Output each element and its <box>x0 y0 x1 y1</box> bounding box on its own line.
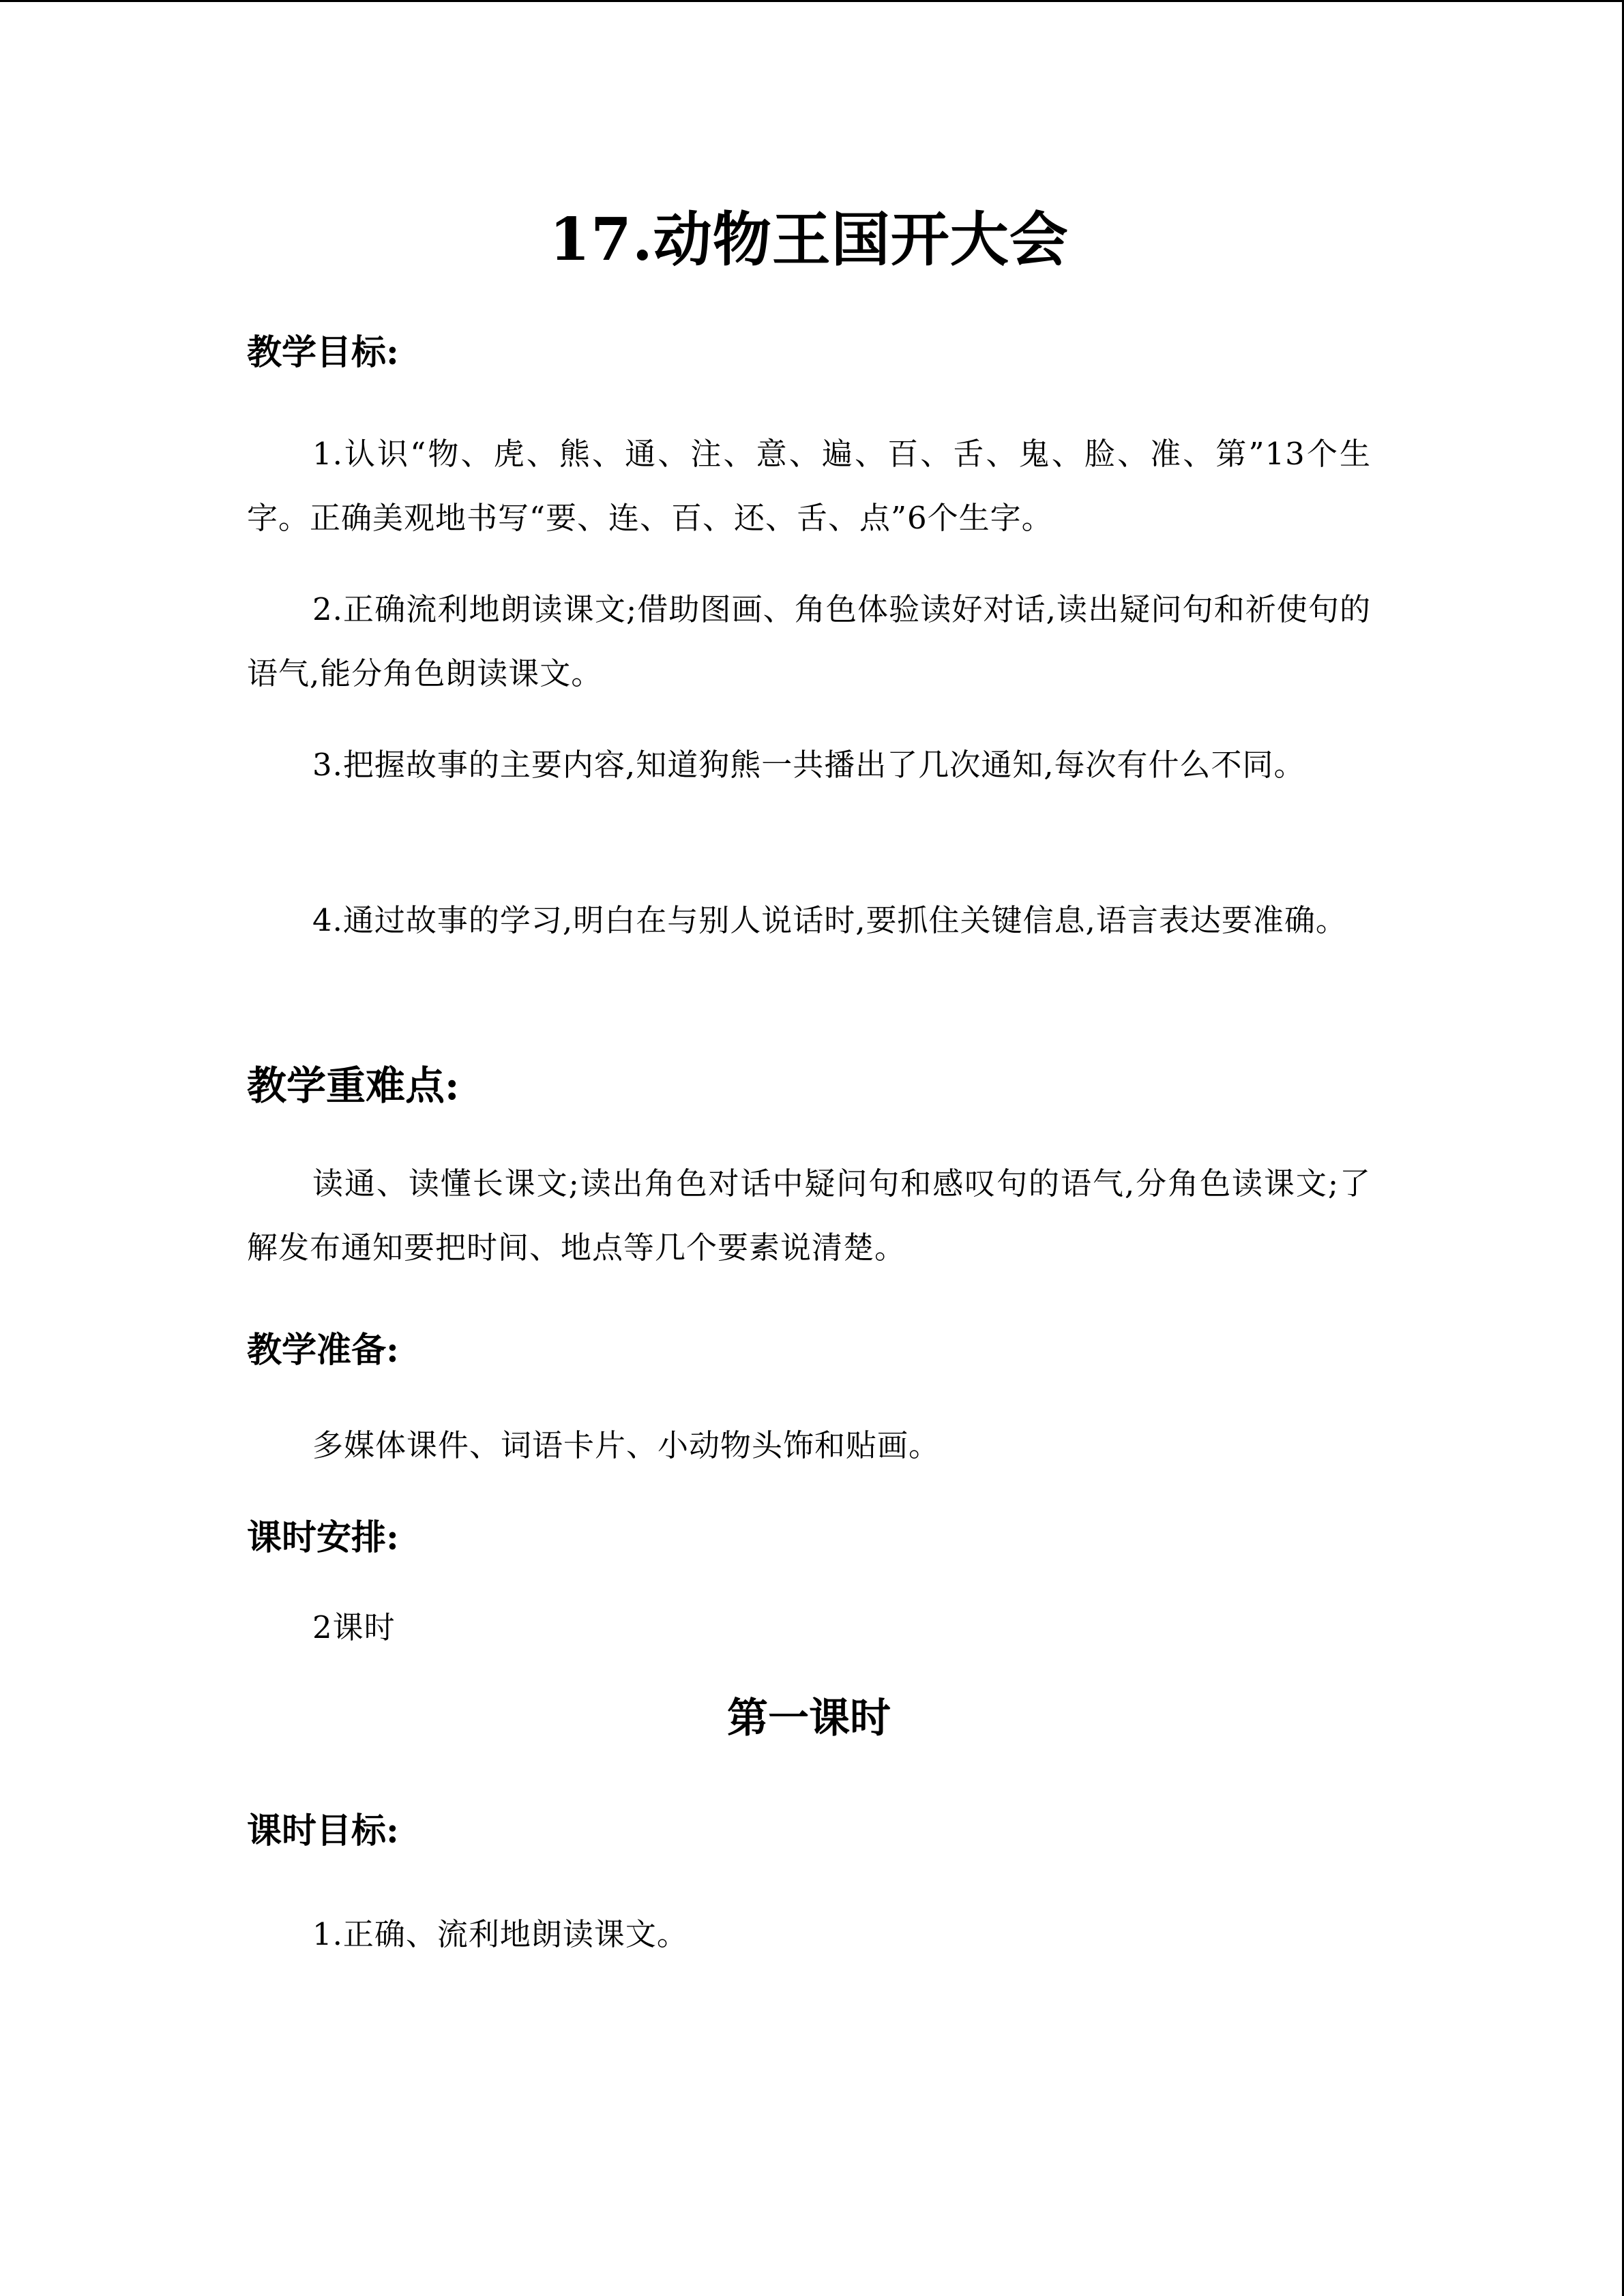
lesson-goals-heading: 课时目标: <box>247 1810 399 1851</box>
objectives-heading: 教学目标: <box>247 332 399 373</box>
lesson-one-title: 第一课时 <box>727 1695 891 1742</box>
key-points-text: 读通、读懂长课文;读出角色对话中疑问句和感叹句的语气,分角色读课文;了解发布通知要把时间、地点等几个要素说清楚。 <box>247 1165 1371 1266</box>
key-points-heading: 教学重难点: <box>247 1062 460 1109</box>
objective-item-3: 3.把握故事的主要内容,知道狗熊一共播出了几次通知,每次有什么不同。 <box>312 747 1305 783</box>
lesson-goal-item-1: 1.正确、流利地朗读课文。 <box>312 1916 688 1952</box>
objective-item-1: 1.认识“物、虎、熊、通、注、意、遍、百、舌、鬼、脸、准、第”13个生字。正确美观地书写“要、连、百、还、舌、点”6个生字。 <box>247 436 1371 536</box>
preparation-text: 多媒体课件、词语卡片、小动物头饰和贴画。 <box>312 1427 941 1463</box>
preparation-heading: 教学准备: <box>247 1330 399 1371</box>
schedule-heading: 课时安排: <box>247 1517 399 1558</box>
objective-item-2: 2.正确流利地朗读课文;借助图画、角色体验读好对话,读出疑问句和祈使句的语气,能分角色朗读课文。 <box>247 591 1371 691</box>
objective-item-4: 4.通过故事的学习,明白在与别人说话时,要抓住关键信息,语言表达要准确。 <box>312 902 1347 938</box>
schedule-text: 2课时 <box>312 1609 396 1645</box>
document-title: 17.动物王国开大会 <box>549 205 1069 274</box>
page-top-border <box>0 0 1624 2</box>
